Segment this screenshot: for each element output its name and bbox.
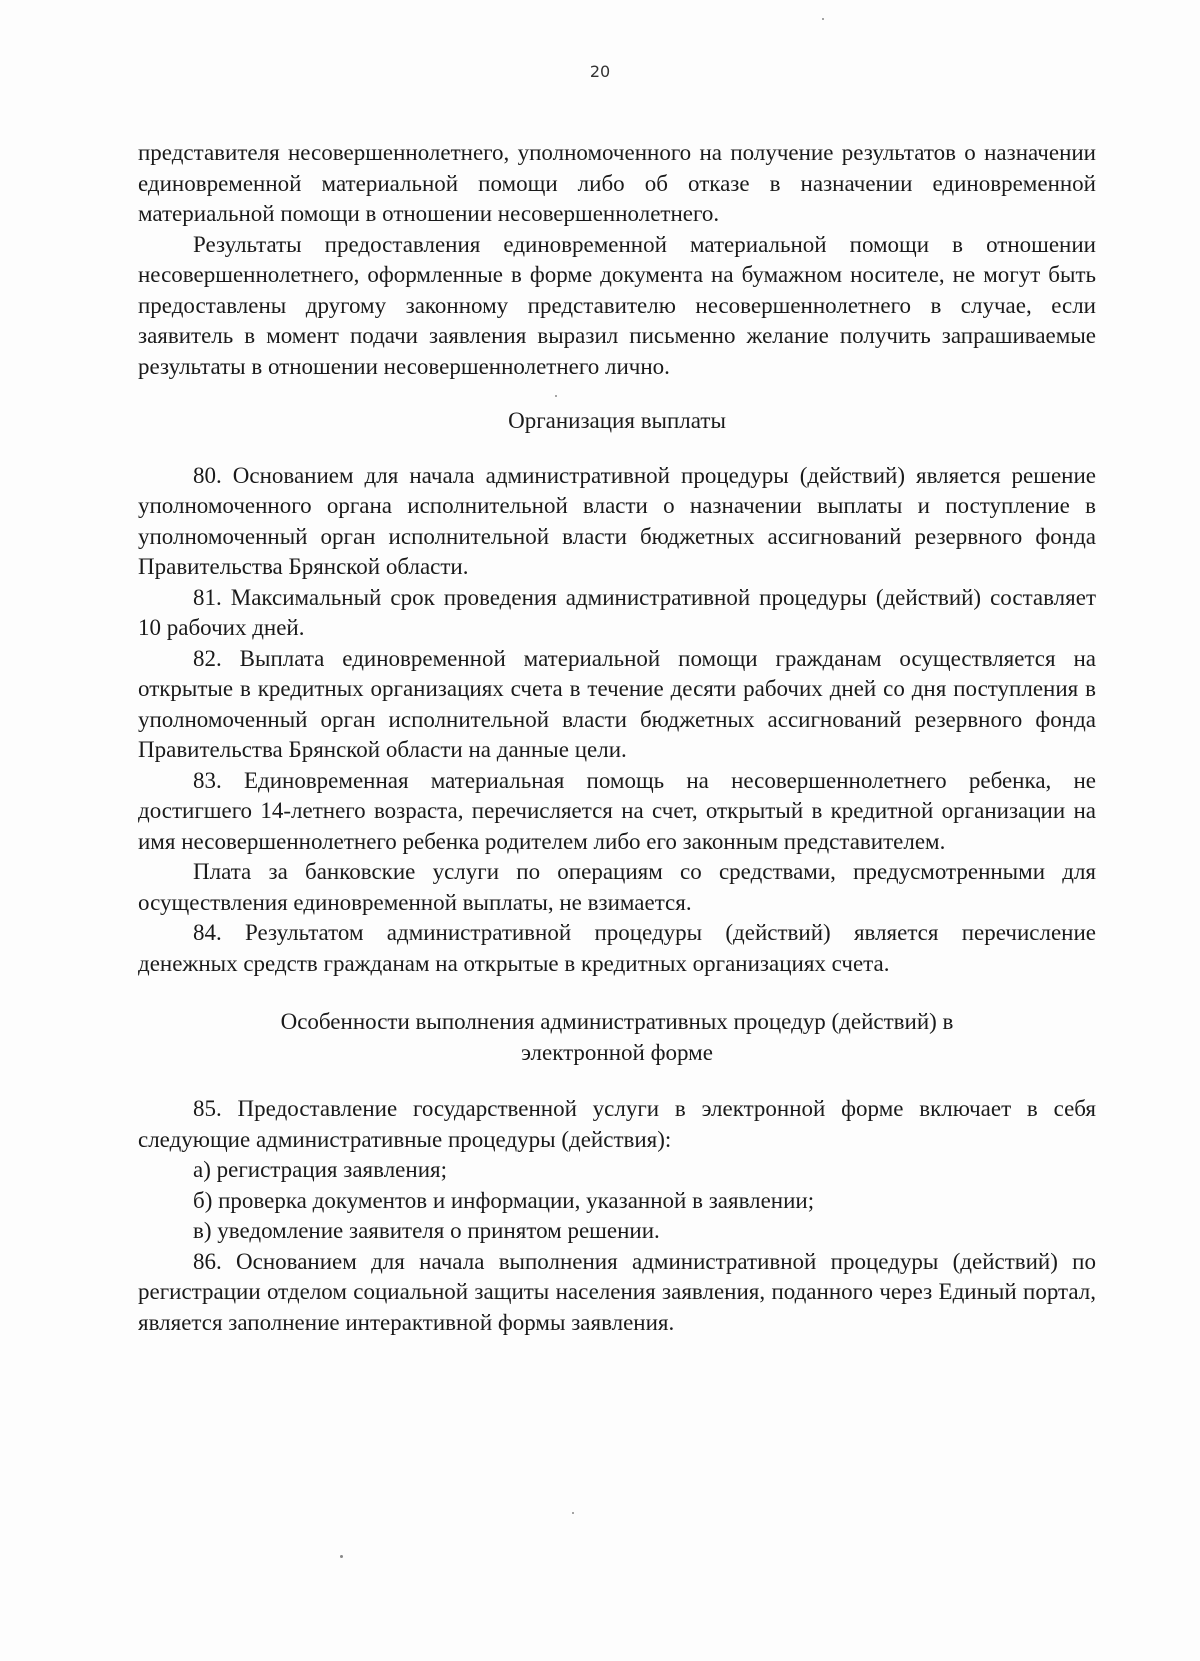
paragraph-82: 82. Выплата единовременной материальной помощи гражданам осуществляется на открытые в кредитных организациях счета в течение десяти рабочих дней со дня поступления в уполномоченный орган исполнительной власти бюджетных ассигнований резервного фонда Правительства Брянской области на данные цели. <box>138 645 1096 762</box>
paragraph-80: 80. Основанием для начала административной процедуры (действий) является решение уполномоченного органа исполнительной власти о назначении выплаты и поступление в уполномоченный орган исполнительной власти бюджетных ассигнований резервного фонда Правительства Брянской области. <box>138 462 1096 579</box>
list-item-c: в) уведомление заявителя о принятом решении. <box>193 1218 660 1243</box>
heading-line-2: электронной форме <box>521 1039 713 1065</box>
paragraph-81: 81. Максимальный срок проведения административной процедуры (действий) составляет 10 рабочих дней. <box>138 584 1096 640</box>
paragraph-84: 84. Результатом административной процедуры (действий) является перечисление денежных средств гражданам на открытые в кредитных организациях счета. <box>138 920 1096 976</box>
scan-speck <box>822 18 824 20</box>
scan-speck <box>572 1512 574 1514</box>
paragraph-86: 86. Основанием для начала выполнения административной процедуры (действий) по регистрации отделом социальной защиты населения заявления, поданного через Единый портал, является заполнение интерактивной формы заявления. <box>138 1248 1096 1335</box>
paragraph-results-delivery: Результаты предоставления единовременной материальной помощи в отношении несовершеннолетнего, оформленные в форме документа на бумажном носителе, не могут быть предоставлены другому законному представителю несовершеннолетнего в случае, если заявитель в момент подачи заявления выразил письменно желание получить запрашиваемые результаты в отношении несовершеннолетнего лично. <box>138 231 1096 379</box>
list-item-a: а) регистрация заявления; <box>193 1157 447 1182</box>
section-heading-payment-organization: Организация выплаты <box>508 408 726 433</box>
document-body <box>138 138 1096 1338</box>
scan-speck <box>555 395 557 397</box>
list-item-b: б) проверка документов и информации, указанной в заявлении; <box>193 1187 815 1213</box>
paragraph-continuation: представителя несовершеннолетнего, уполномоченного на получение результатов о назначении единовременной материальной помощи либо об отказе в назначении единовременной материальной помощи в отношении несовершеннолетнего. <box>138 140 1096 226</box>
paragraph-85: 85. Предоставление государственной услуги в электронной форме включает в себя следующие административные процедуры (действия): <box>138 1096 1096 1152</box>
page-number: 20 <box>589 62 611 81</box>
paragraph-83-bank-fees: Плата за банковские услуги по операциям со средствами, предусмотренными для осуществления единовременной выплаты, не взимается. <box>138 859 1096 915</box>
paragraph-83: 83. Единовременная материальная помощь на несовершеннолетнего ребенка, не достигшего 14-летнего возраста, перечисляется на счет, открытый в кредитной организации на имя несовершеннолетнего ребенка родителем либо его законным представителем. <box>138 767 1096 854</box>
section-heading-electronic-form <box>138 1007 1096 1068</box>
heading-line-1: Особенности выполнения административных процедур (действий) в <box>280 1009 954 1034</box>
scan-speck <box>340 1555 343 1558</box>
